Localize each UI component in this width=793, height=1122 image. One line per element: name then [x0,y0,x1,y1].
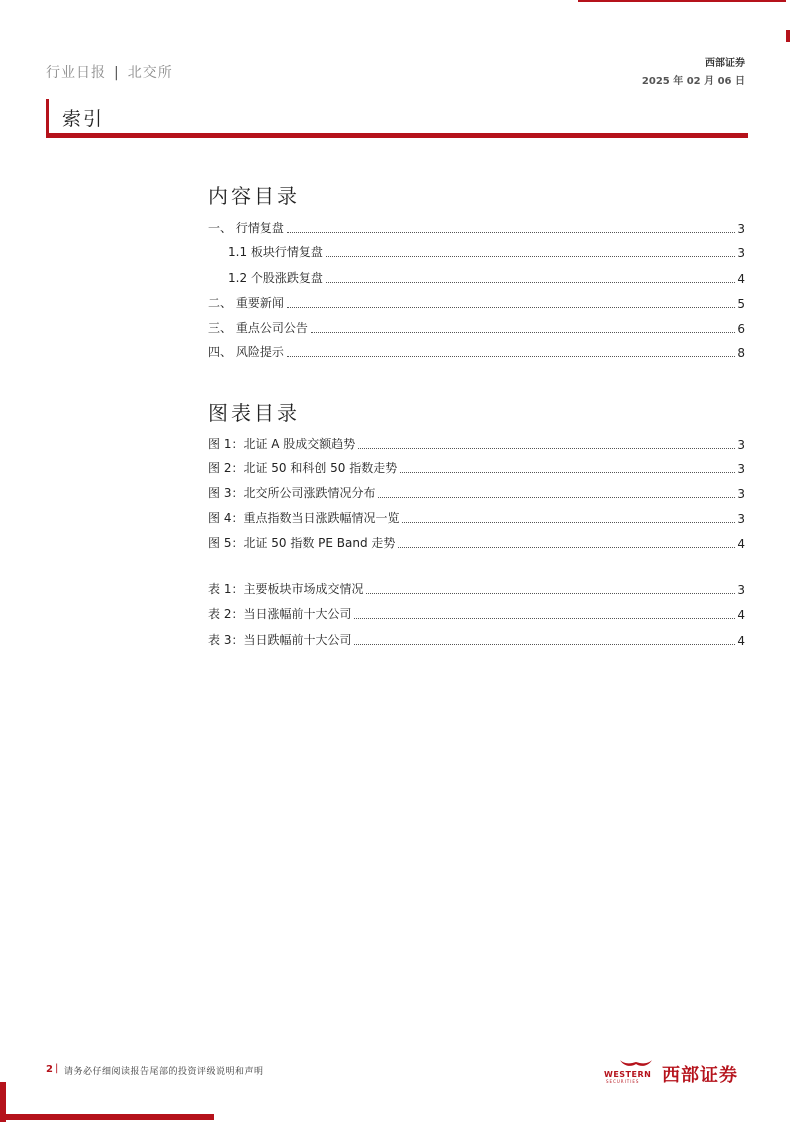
contents-heading: 内容目录 [208,184,300,208]
figure-entry-label: 图 3：北交所公司涨跌情况分布 [208,486,376,500]
toc-leader [378,497,735,498]
figure-entry[interactable] [208,460,745,476]
toc-leader [366,593,735,594]
toc-entry[interactable] [208,220,745,236]
figure-entry-page: 4 [737,537,745,551]
toc-leader [311,332,736,333]
header-meta [642,54,745,87]
toc-leader [326,282,735,283]
toc-entry[interactable] [228,270,745,286]
toc-entry-label: 一、 行情复盘 [208,221,284,235]
toc-entry-label: 1.1 板块行情复盘 [228,245,323,259]
figure-entry-label: 图 2：北证 50 和科创 50 指数走势 [208,461,398,475]
section-marker [46,99,49,135]
report-type: 行业日报 [46,65,106,81]
table-entry-label: 表 2：当日涨幅前十大公司 [208,607,352,621]
table-entry-page: 3 [737,583,745,597]
toc-leader [354,644,735,645]
figures-heading: 图表目录 [208,401,300,425]
table-entry[interactable] [208,632,745,648]
table-entry-label: 表 3：当日跌幅前十大公司 [208,633,352,647]
logo-latin-sub: SECURITIES [606,1079,640,1084]
figure-entry-label: 图 5：北证 50 指数 PE Band 走势 [208,536,396,550]
toc-entry-page: 3 [737,246,745,260]
toc-leader [287,307,736,308]
bull-horns-icon [618,1058,654,1070]
top-accent-line [578,0,786,2]
header-separator: | [114,65,120,81]
figure-entry-label: 图 1：北证 A 股成交额趋势 [208,437,356,451]
company-logo [604,1058,746,1084]
toc-leader [402,522,735,523]
toc-entry-label: 二、 重要新闻 [208,296,284,310]
table-entry[interactable] [208,606,745,622]
toc-entry[interactable] [208,344,745,360]
bottom-accent-horizontal [0,1114,214,1120]
toc-leader [400,472,735,473]
toc-entry-page: 4 [737,272,745,286]
toc-entry-label: 四、 风险提示 [208,345,284,359]
page-number: 2 [46,1064,53,1075]
toc-entry-page: 3 [737,222,745,236]
toc-entry[interactable] [228,244,745,260]
table-entry[interactable] [208,581,745,597]
company-name: 西部证券 [705,58,745,69]
toc-leader [287,232,736,233]
figure-entry-page: 3 [737,462,745,476]
toc-entry[interactable] [208,320,745,336]
logo-chinese: 西部证券 [662,1065,738,1086]
toc-entry-page: 6 [737,322,745,336]
toc-leader [287,356,736,357]
table-entry-label: 表 1：主要板块市场成交情况 [208,582,364,596]
figure-entry[interactable] [208,535,745,551]
toc-leader [398,547,735,548]
report-category [46,62,173,82]
figure-entry[interactable] [208,436,745,452]
toc-entry[interactable] [208,295,745,311]
toc-leader [354,618,735,619]
toc-entry-page: 8 [737,346,745,360]
toc-entry-label: 三、 重点公司公告 [208,321,308,335]
logo-latin: WESTERN [604,1070,652,1079]
toc-entry-page: 5 [737,297,745,311]
figure-entry-page: 3 [737,512,745,526]
figure-entry-page: 3 [737,487,745,501]
section-divider [46,133,748,138]
footer-separator: | [55,1063,59,1074]
figure-entry-page: 3 [737,438,745,452]
table-entry-page: 4 [737,634,745,648]
figure-entry[interactable] [208,485,745,501]
toc-entry-label: 1.2 个股涨跌复盘 [228,271,323,285]
figure-entry[interactable] [208,510,745,526]
toc-leader [326,256,735,257]
footer-disclaimer: 请务必仔细阅读报告尾部的投资评级说明和声明 [64,1067,264,1077]
table-entry-page: 4 [737,608,745,622]
report-sector: 北交所 [127,65,173,81]
report-date: 2025 年 02 月 06 日 [641,76,745,87]
figure-entry-label: 图 4：重点指数当日涨跌幅情况一览 [208,511,400,525]
section-title: 索引 [62,108,105,130]
top-accent-tick [786,30,790,42]
toc-leader [358,448,735,449]
